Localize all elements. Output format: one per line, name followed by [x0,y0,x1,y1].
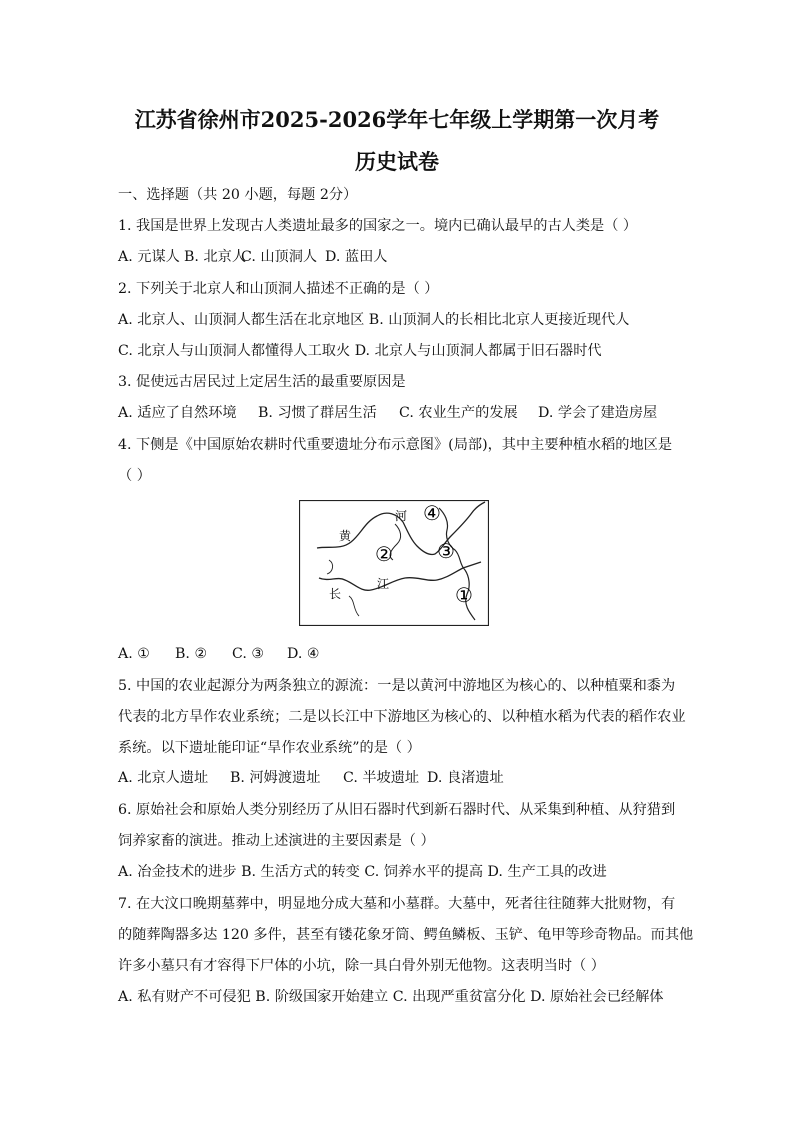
question-1-options [118,248,387,266]
map-marker-2: ② [375,542,393,566]
map-marker-4: ④ [423,501,441,525]
question-3-options [118,404,657,422]
option-a: A. ① [118,646,150,662]
question-7-stem-line-3: 许多小墓只有才容得下尸体的小坑，除一具白骨外别无他物。这表明当时（ ） [118,958,605,974]
option-b: B. ② [175,646,208,662]
option-d: D. 良渚遗址 [427,770,504,786]
question-7-options: A. 私有财产不可侵犯 B. 阶级国家开始建立 C. 出现严重贫富分化 D. 原始社会已经解体 [118,989,664,1005]
option-b: B. 北京人 [184,249,247,265]
option-d: D. 蓝田人 [325,249,388,265]
question-2-stem: 2. 下列关于北京人和山顶洞人描述不正确的是（ ） [118,281,439,297]
question-5-stem-line-2: 代表的北方旱作农业系统；二是以长江中下游地区为核心的、以种植水稻为代表的稻作农业 [118,709,686,725]
section-heading: 一、选择题（共 20 小题，每题 2分） [118,187,358,203]
question-5-stem-line-3: 系统。以下遗址能印证“旱作农业系统”的是（ ） [118,740,421,756]
map-marker-1: ① [455,583,473,607]
option-c: C. ③ [232,646,265,662]
question-6-options: A. 冶金技术的进步 B. 生活方式的转变 C. 饲养水平的提高 D. 生产工具的改进 [118,864,607,880]
question-4-stem-line-2: （ ） [118,468,151,484]
question-7-stem-line-2: 的随葬陶器多达 120 多件，甚至有镂花象牙筒、鳄鱼鳞板、玉铲、龟甲等珍奇物品。而其他 [118,927,694,943]
question-6-stem-line-2: 饲养家畜的演进。推动上述演进的主要因素是（ ） [118,833,435,849]
exam-subject: 历史试卷 [355,149,439,174]
question-3-stem: 3. 促使远古居民过上定居生活的最重要原因是 [118,374,406,390]
option-a: A. 北京人遗址 [118,770,209,786]
option-a: A. 适应了自然环境 [118,405,237,421]
question-4-options [118,645,320,663]
map-marker-3: ③ [437,539,455,563]
exam-title: 江苏省徐州市2025-2026学年七年级上学期第一次月考 [134,107,660,132]
map-label-huang: 黄 [339,529,352,543]
option-a: A. 元谋人 [118,249,180,265]
farming-sites-map [299,500,489,626]
question-4-stem: 4. 下侧是《中国原始农耕时代重要遗址分布示意图》(局部)，其中主要种植水稻的地区是 [118,437,673,453]
map-label-chang: 长 [329,587,342,601]
option-d: D. ④ [287,646,320,662]
map-label-he: 河 [395,509,408,523]
question-5-stem-line-1: 5. 中国的农业起源分为两条独立的源流：一是以黄河中游地区为核心的、以种植粟和黍为 [118,678,676,694]
option-b: B. 习惯了群居生活 [258,405,377,421]
option-c: C. 山顶洞人 [241,249,318,265]
map-label-jiang: 江 [377,577,390,591]
option-b: B. 河姆渡遗址 [230,770,321,786]
question-6-stem-line-1: 6. 原始社会和原始人类分别经历了从旧石器时代到新石器时代、从采集到种植、从狩猎到 [118,802,676,818]
question-2-options-line-2: C. 北京人与山顶洞人都懂得人工取火 D. 北京人与山顶洞人都属于旧石器时代 [118,343,602,359]
option-c: C. 半坡遗址 [343,770,420,786]
question-7-stem-line-1: 7. 在大汶口晚期墓葬中，明显地分成大墓和小墓群。大墓中，死者往往随葬大批财物，有 [118,896,676,912]
question-1-stem: 1. 我国是世界上发现古人类遗址最多的国家之一。境内已确认最早的古人类是（ ） [118,218,638,234]
question-2-options-line-1: A. 北京人、山顶洞人都生活在北京地区 B. 山顶洞人的长相比北京人更接近现代人 [118,312,630,328]
option-c: C. 农业生产的发展 [399,405,518,421]
question-5-options [118,769,504,787]
option-d: D. 学会了建造房屋 [538,405,658,421]
